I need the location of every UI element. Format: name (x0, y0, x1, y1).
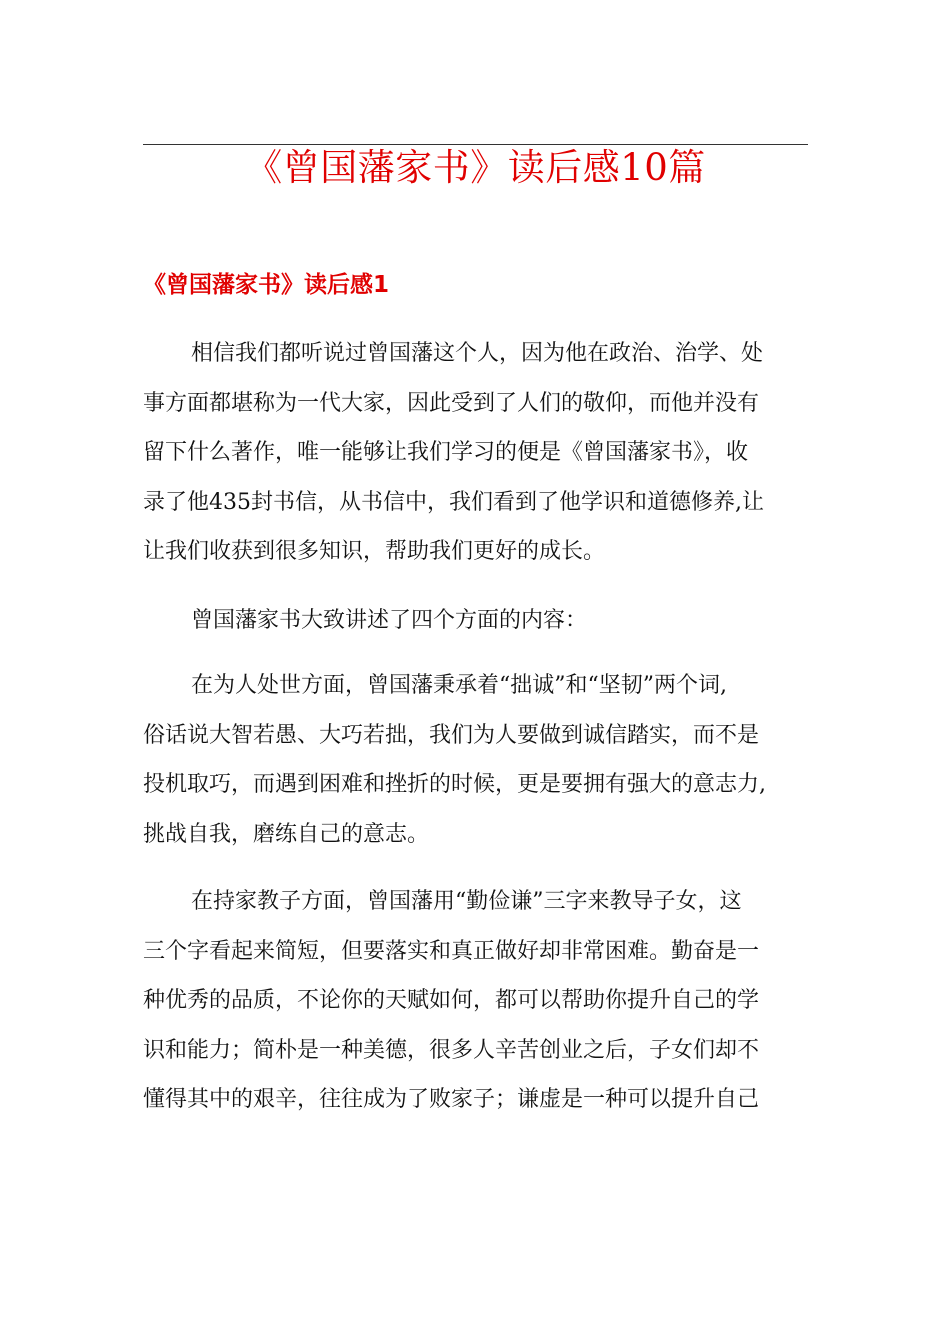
paragraph-line: 识和能力；简朴是一种美德，很多人辛苦创业之后，子女们却不 (143, 1037, 760, 1063)
paragraph-line: 录了他435封书信，从书信中，我们看到了他学识和道德修养,让 (143, 489, 764, 515)
document-title: 《曾国藩家书》读后感10篇 (245, 146, 706, 189)
paragraph-4 (143, 877, 811, 1125)
paragraph-line: 相信我们都听说过曾国藩这个人，因为他在政治、治学、处 (191, 341, 764, 366)
paragraph-line: 事方面都堪称为一代大家，因此受到了人们的敬仰，而他并没有 (143, 390, 760, 416)
paragraph-3 (143, 661, 811, 859)
paragraph-line: 曾国藩家书大致讲述了四个方面的内容： (191, 608, 588, 633)
paragraph-line: 三个字看起来简短，但要落实和真正做好却非常困难。勤奋是一 (143, 938, 760, 964)
section-heading: 《曾国藩家书》读后感1 (143, 272, 390, 298)
paragraph-line: 种优秀的品质，不论你的天赋如何，都可以帮助你提升自己的学 (143, 988, 760, 1013)
paragraph-line: 留下什么著作，唯一能够让我们学习的便是《曾国藩家书》，收 (143, 440, 749, 465)
paragraph-line: 投机取巧，而遇到困难和挫折的时候，更是要拥有强大的意志力, (143, 772, 766, 797)
paragraph-1 (143, 329, 811, 577)
paragraph-2 (143, 596, 811, 646)
paragraph-line: 俗话说大智若愚、大巧若拙，我们为人要做到诚信踏实，而不是 (143, 722, 760, 748)
paragraph-line: 在为人处世方面，曾国藩秉承着“拙诚”和“坚韧”两个词, (191, 673, 727, 698)
paragraph-line: 懂得其中的艰辛，往往成为了败家子；谦虚是一种可以提升自己 (143, 1087, 760, 1112)
paragraph-line: 在持家教子方面，曾国藩用“勤俭谦”三字来教导子女，这 (191, 889, 742, 914)
paragraph-line: 让我们收获到很多知识，帮助我们更好的成长。 (143, 539, 606, 564)
paragraph-line: 挑战自我，磨练自己的意志。 (143, 821, 430, 847)
